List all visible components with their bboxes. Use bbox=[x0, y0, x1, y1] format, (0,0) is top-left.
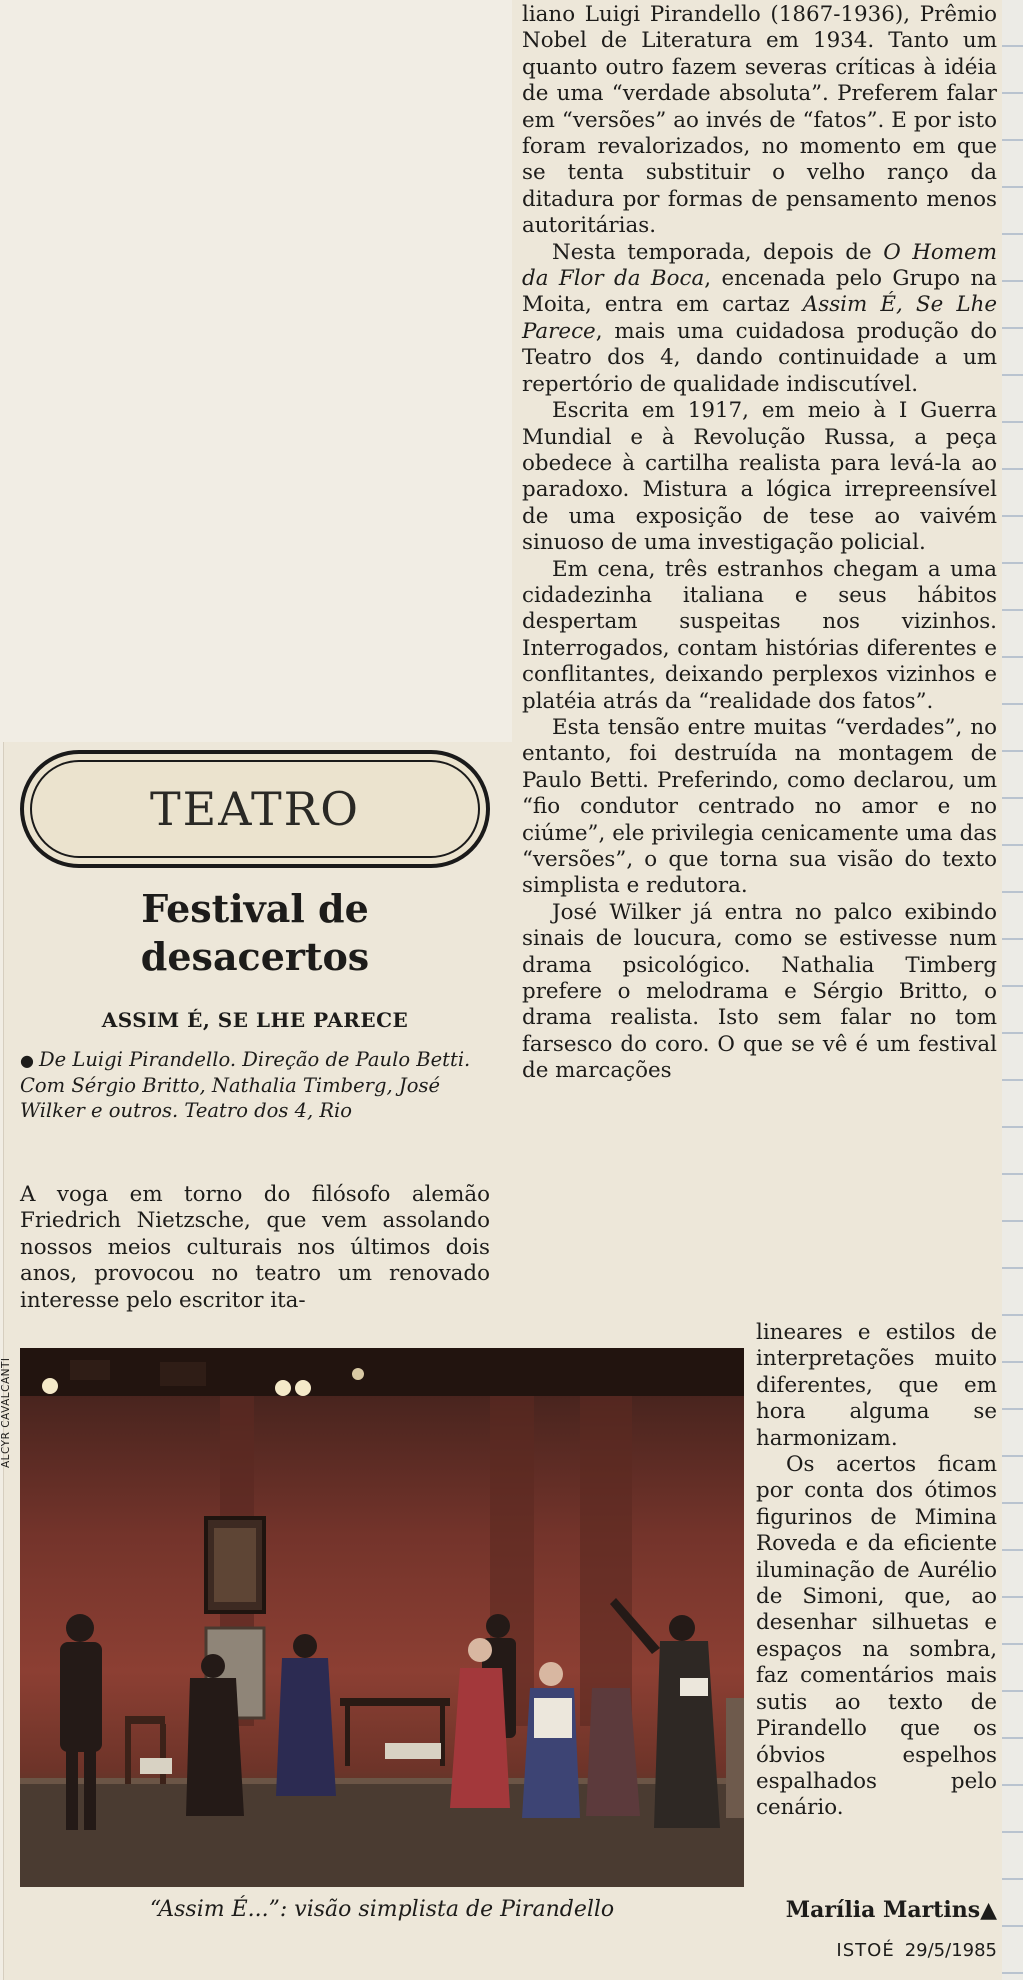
author-byline: Marília Martins▲ bbox=[785, 1897, 997, 1923]
article-narrow-column bbox=[756, 1320, 997, 1822]
paragraph-3: Escrita em 1917, em meio à I Guerra Mundial e à Revolução Russa, a peça obedece à cartilha realista para levá-la ao paradoxo. Mistura a lógica irrepreensível de uma exposição de tese ao vaivém sinuoso de uma investigação policial. bbox=[522, 398, 997, 556]
publication-date: 29/5/1985 bbox=[904, 1940, 997, 1961]
bullet-icon: ● bbox=[20, 1051, 40, 1070]
stage-scene-illustration bbox=[20, 1348, 744, 1887]
section-label: TEATRO bbox=[150, 782, 360, 836]
notebook-paper-margin bbox=[1000, 0, 1023, 1980]
article-right-column bbox=[522, 2, 997, 1085]
paragraph-6-continued: lineares e estilos de interpretações muito diferentes, que em hora alguma se harmonizam. bbox=[756, 1320, 997, 1451]
section-banner-inner-border bbox=[30, 760, 480, 858]
paragraph-6: José Wilker já entra no palco exibindo sinais de loucura, como se estivesse num drama psicológico. Nathalia Timberg prefere o melodrama e Sérgio Britto, o drama realista. Isto sem falar no tom farsesco do coro. O que se vê é um festival de marcações bbox=[522, 899, 997, 1084]
play-title-italic: Assim É, Se Lhe Parece bbox=[522, 292, 998, 344]
stage-photo bbox=[20, 1348, 744, 1887]
publication-source bbox=[780, 1940, 997, 1961]
magazine-name: ISTOÉ bbox=[836, 1940, 895, 1961]
production-credits: ● De Luigi Pirandello. Direção de Paulo Betti. Com Sérgio Britto, Nathalia Timberg, José Wilker e outros. Teatro dos 4, Rio bbox=[20, 1048, 471, 1122]
section-banner bbox=[20, 750, 490, 868]
photo-caption: “Assim É...”: visão simplista de Pirandello bbox=[149, 1897, 615, 1922]
headline-line-1: Festival de bbox=[141, 886, 369, 931]
paragraph-2: Nesta temporada, depois de O Homem da Flor da Boca, encenada pelo Grupo na Moita, entra em cartaz Assim É, Se Lhe Parece, mais uma cuidadosa produção do Teatro dos 4, dando continuidade a um repertório de qualidade indiscutível. bbox=[522, 239, 998, 397]
play-title-italic: O Homem da Flor da Boca bbox=[522, 239, 997, 292]
article-left-column bbox=[20, 1182, 490, 1314]
headline-line-2: desacertos bbox=[140, 934, 370, 979]
paragraph-5: Esta tensão entre muitas “verdades”, no entanto, foi destruída na montagem de Paulo Betti. Preferindo, como declarou, um “fio condutor centrado no amor e no ciúme”, ele privilegia cenicamente uma das “versões”, o que torna sua visão do texto simplista e redutora. bbox=[522, 714, 997, 899]
paragraph-1: liano Luigi Pirandello (1867-1936), Prêmio Nobel de Literatura em 1934. Tanto um quanto outro fazem severas críticas à idéia de uma “verdade absoluta”. Preferem falar em “versões” ao invés de “fatos”. E por isto foram revalorizados, no momento em que se tenta substituir o velho ranço da ditadura por formas de pensamento menos autoritárias. bbox=[522, 2, 997, 239]
photo-credit: ALCYR CAVALCANTI bbox=[0, 1357, 12, 1468]
headline bbox=[20, 885, 490, 981]
paragraph-7: Os acertos ficam por conta dos ótimos figurinos de Mimina Roveda e da eficiente iluminação de Aurélio de Simoni, que, ao desenhar silhuetas e espaços na sombra, faz comentários mais sutis ao texto de Pirandello que os óbvios espelhos espalhados pelo cenário. bbox=[756, 1452, 997, 1821]
paragraph-intro: A voga em torno do filósofo alemão Friedrich Nietzsche, que vem assolando nossos meios culturais nos últimos dois anos, provocou no teatro um renovado interesse pelo escritor ita- bbox=[20, 1182, 490, 1313]
paragraph-4: Em cena, três estranhos chegam a uma cidadezinha italiana e seus hábitos despertam suspeitas nos vizinhos. Interrogados, contam histórias diferentes e conflitantes, deixando perplexos vizinhos e platéia atrás da “realidade dos fatos”. bbox=[522, 556, 997, 714]
play-title: ASSIM É, SE LHE PARECE bbox=[101, 1008, 409, 1032]
